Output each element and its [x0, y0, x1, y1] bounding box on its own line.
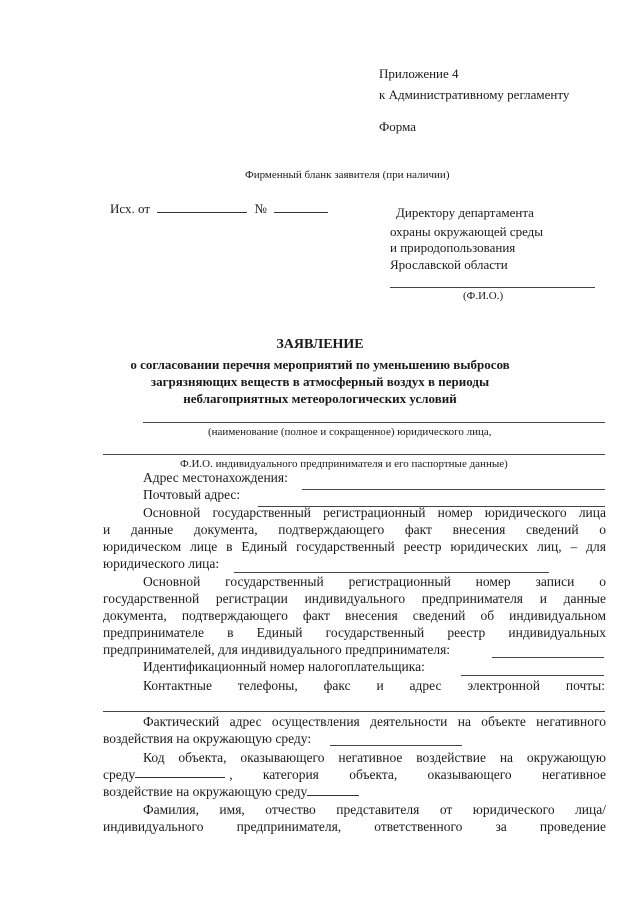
outgoing-ref [110, 200, 328, 217]
appendix-label: Приложение 4 [379, 66, 459, 81]
actual-address-paragraph [103, 713, 606, 747]
location-blank [302, 489, 605, 490]
title-line: загрязняющих веществ в атмосферный воздух в периоды [150, 374, 490, 389]
actual-address-blank [330, 745, 462, 746]
ogrnip-line: Основной государственный регистрационный номер записи о [143, 574, 606, 589]
object-code-line [103, 783, 606, 800]
object-category-label: , категория объекта, оказывающего негативное [229, 767, 606, 782]
ogrn-line: и данные документа, подтверждающего факт внесения сведений о [103, 522, 606, 537]
form-label: Форма [379, 119, 416, 134]
location-label: Адрес местонахождения: [143, 470, 288, 485]
addressee-line: Директору департамента [396, 205, 534, 220]
letterhead-caption: Фирменный бланк заявителя (при наличии) [245, 169, 450, 181]
ogrnip-line: документа, подтверждающего факт внесения сведений об индивидуальном [103, 608, 606, 623]
ogrn-paragraph [103, 504, 606, 572]
fio-blank [390, 287, 595, 288]
ogrn-line: юридического лица: [103, 556, 220, 571]
entity-name-caption: (наименование (полное и сокращенное) юридического лица, [208, 426, 492, 438]
number-blank [274, 200, 328, 213]
object-code-blank [135, 766, 225, 778]
object-code-paragraph [103, 749, 606, 800]
representative-line: индивидуального предпринимателя, ответственного за проведение [103, 819, 606, 834]
title-line: о согласовании перечня мероприятий по уменьшению выбросов [130, 357, 510, 372]
number-label: № [254, 201, 267, 216]
ogrnip-blank [492, 657, 604, 658]
ogrn-line: Основной государственный регистрационный номер юридического лица [143, 505, 606, 520]
ogrnip-line: государственной регистрации индивидуального предпринимателя и данные [103, 591, 606, 606]
contacts-blank [103, 711, 605, 712]
contacts-label: Контактные телефоны, факс и адрес электронной почты: [143, 678, 605, 693]
inn-blank [461, 675, 604, 676]
object-category-tail: воздействие на окружающую среду [103, 784, 308, 799]
actual-address-line: воздействия на окружающую среду: [103, 731, 312, 746]
object-code-line [103, 766, 606, 783]
postal-label: Почтовый адрес: [143, 487, 241, 502]
fio-caption: (Ф.И.О.) [463, 290, 504, 302]
object-category-blank [307, 784, 359, 796]
ogrnip-paragraph [103, 573, 606, 658]
ogrnip-line: предпринимателей, для индивидуального предпринимателя: [103, 642, 451, 657]
addressee-line: и природопользования [390, 240, 516, 255]
ref-label: Исх. от [110, 201, 150, 216]
actual-address-line: Фактический адрес осуществления деятельности на объекте негативного [143, 714, 606, 729]
entrepreneur-blank [103, 454, 605, 455]
ogrn-line: юридическом лице в Единый государственный реестр юридических лиц, – для [103, 539, 606, 554]
regulation-label: к Административному регламенту [379, 87, 570, 102]
representative-line: Фамилия, имя, отчество представителя от юридического лица/ [143, 802, 606, 817]
addressee-line: охраны окружающей среды [390, 224, 544, 239]
addressee-line: Ярославской области [390, 257, 508, 272]
inn-label: Идентификационный номер налогоплательщика: [143, 659, 425, 674]
entrepreneur-caption: Ф.И.О. индивидуального предпринимателя и его паспортные данные) [180, 458, 508, 470]
document-title: ЗАЯВЛЕНИЕ [276, 337, 364, 352]
contacts-paragraph [143, 677, 605, 694]
ogrnip-line: предпринимателе в Единый государственный реестр индивидуальных [103, 625, 606, 640]
representative-paragraph [103, 801, 606, 835]
object-code-label: среду [103, 767, 136, 782]
entity-name-blank [143, 422, 605, 423]
object-code-line: Код объекта, оказывающего негативное воздействие на окружающую [143, 750, 606, 765]
title-line: неблагоприятных метеорологических условий [183, 391, 457, 406]
date-blank [157, 200, 247, 213]
